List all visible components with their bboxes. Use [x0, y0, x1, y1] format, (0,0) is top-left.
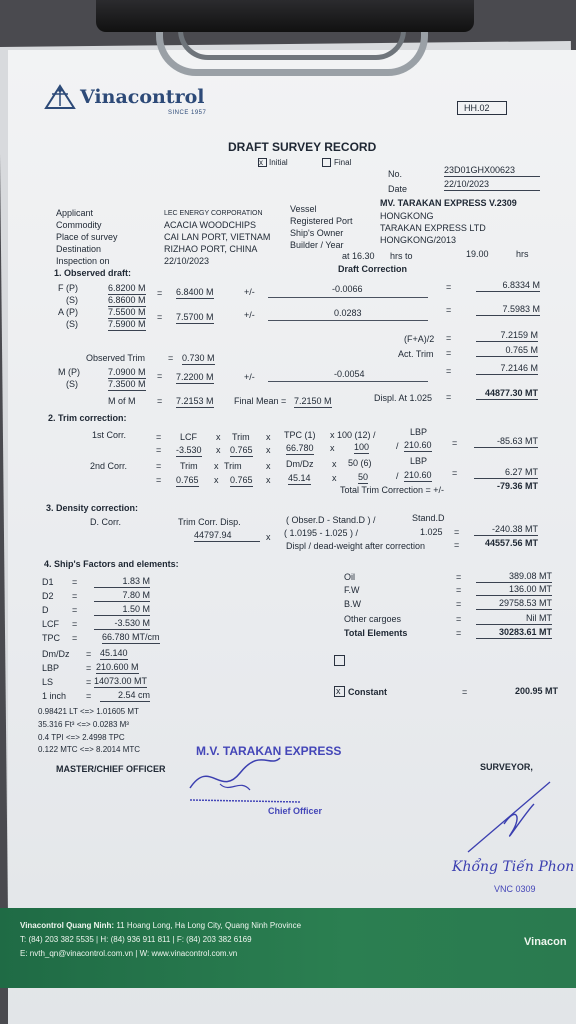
ship-stamp: M.V. TARAKAN EXPRESS: [196, 744, 342, 758]
surveyor-label: SURVEYOR,: [480, 762, 533, 772]
conversion-ft3: 35.316 Ft³ <=> 0.0283 M³: [38, 720, 129, 729]
element-bw-label: B.W: [344, 599, 361, 609]
chief-officer-stamp: Chief Officer: [268, 806, 323, 816]
commodity-value: ACACIA WOODCHIPS: [164, 220, 257, 230]
section-density: 3. Density correction:: [46, 503, 139, 513]
factor-d1-value: 1.83 M: [94, 576, 150, 588]
fs-label: (S): [66, 295, 78, 305]
date-value: 22/10/2023: [444, 179, 540, 191]
mom-label: M of M: [108, 396, 136, 406]
stand-d-value: 1.025: [420, 527, 443, 537]
hrs-to: hrs to: [390, 251, 413, 261]
act-trim-label: Act. Trim: [398, 349, 434, 359]
h-trim: Trim: [232, 432, 250, 442]
final-mean-label: Final Mean =: [234, 396, 287, 406]
first-corr-value: -85.63 MT: [474, 436, 538, 448]
element-fw-value: 136.00 MT: [476, 584, 552, 596]
obs-trim-value: 0.730 M: [182, 353, 215, 363]
aft-result: 7.5983 M: [476, 304, 540, 316]
section-trim: 2. Trim correction:: [48, 413, 127, 423]
date-label: Date: [388, 184, 408, 194]
factor-inch-value: 2.54 cm: [100, 690, 150, 702]
r2-trim: 0.765: [176, 475, 199, 485]
factor-d2-label: D2: [42, 591, 54, 601]
density-corr-label: D. Corr.: [90, 517, 122, 527]
as-label: (S): [66, 319, 78, 329]
builder-value: HONGKONG/2013: [380, 235, 457, 245]
ms-label: (S): [66, 379, 78, 389]
total-trim-label: Total Trim Correction = +/-: [340, 485, 445, 495]
owner-value: TARAKAN EXPRESS LTD: [380, 223, 486, 233]
factor-ls-value: 14073.00 MT: [94, 676, 148, 686]
element-total-label: Total Elements: [344, 628, 408, 638]
brand-name: Vinacontrol: [80, 86, 205, 108]
footer-brand: Vinacon: [524, 936, 567, 948]
obs-trim-label: Observed Trim: [86, 353, 146, 363]
form-code: HH.02: [464, 103, 490, 113]
place-value: CAI LAN PORT, VIETNAM: [164, 232, 271, 242]
r2-dmdz: 45.14: [288, 473, 311, 483]
owner-label: Ship's Owner: [290, 228, 344, 238]
factor-d2-value: 7.80 M: [94, 590, 150, 602]
mom-value: 7.2153 M: [176, 396, 214, 406]
factor-lbp-label: LBP: [42, 663, 60, 673]
inspection-label: Inspection on: [56, 256, 110, 266]
second-corr-value: 6.27 MT: [474, 467, 538, 479]
ms-value: 7.3500 M: [108, 379, 146, 389]
final-label: Final: [334, 158, 352, 167]
after-corr-label: Displ / dead-weight after correction: [286, 541, 426, 551]
mp-label: M (P): [58, 367, 80, 377]
h-tpc: TPC (1): [284, 430, 316, 440]
first-corr-label: 1st Corr.: [92, 430, 127, 440]
hrs-label: hrs: [516, 249, 529, 259]
master-label: MASTER/CHIEF OFFICER: [56, 764, 166, 774]
displ-value: 44877.30 MT: [476, 388, 538, 400]
commodity-label: Commodity: [56, 220, 102, 230]
footer-web: E: nvth_qn@vinacontrol.com.vn | W: www.vinacontrol.com.vn: [20, 949, 238, 958]
act-trim-value: 0.765 M: [476, 345, 538, 357]
fp-value: 6.8200 M: [108, 283, 146, 293]
scales-logo-icon: [44, 84, 76, 110]
blank-checkbox[interactable]: [334, 655, 345, 666]
fs-value: 6.8600 M: [108, 295, 146, 305]
h-lbp: LBP: [410, 427, 428, 437]
factor-lbp-value: 210.600 M: [96, 662, 139, 672]
aft-pm: +/-: [244, 310, 255, 320]
registered-port-label: Registered Port: [290, 216, 353, 226]
builder-label: Builder / Year: [290, 240, 344, 250]
conversion-lt: 0.98421 LT <=> 1.01605 MT: [38, 707, 139, 716]
section-observed: 1. Observed draft:: [54, 268, 132, 278]
registered-port-value: HONGKONG: [380, 211, 434, 221]
fwd-correction: -0.0066: [332, 284, 363, 294]
footer-phones: T: (84) 203 382 5535 | H: (84) 936 911 811 | F: (84) 203 382 6169: [20, 935, 252, 944]
fwd-pm: +/-: [244, 287, 255, 297]
fwd-result: 6.8334 M: [476, 280, 540, 292]
fp-label: F (P): [58, 283, 78, 293]
applicant-value: LEC ENERGY CORPORATION: [164, 210, 263, 217]
r2-lbp: 210.60: [404, 470, 432, 480]
time-at: at 16.30: [342, 251, 375, 261]
r1-100: 100: [354, 442, 370, 452]
ap-label: A (P): [58, 307, 79, 317]
element-other-label: Other cargoes: [344, 614, 402, 624]
r1-lbp: 210.60: [404, 440, 432, 450]
factor-ls-label: LS: [42, 677, 54, 687]
mid-pm: +/-: [244, 372, 255, 382]
initial-label: Initial: [269, 158, 288, 167]
density-formula-header: ( Obser.D - Stand.D ) /: [286, 515, 376, 525]
displ-label: Displ. At 1.025: [374, 393, 433, 403]
factor-inch-label: 1 inch: [42, 691, 67, 701]
brand-since: SINCE 1957: [168, 110, 207, 116]
no-value: 23D01GHX00623: [444, 165, 540, 177]
footer-company: Vinacontrol Quang Ninh:: [20, 921, 115, 930]
conversion-mtc: 0.122 MTC <=> 8.2014 MTC: [38, 745, 141, 754]
after-corr-value: 44557.56 MT: [484, 538, 538, 548]
place-label: Place of survey: [56, 232, 118, 242]
r1-lcf: -3.530: [176, 445, 202, 455]
factor-dmdz-label: Dm/Dz: [42, 649, 70, 659]
mp-value: 7.0900 M: [108, 367, 146, 377]
footer-address: 11 Hoang Long, Ha Long City, Quang Ninh Province: [116, 921, 302, 930]
constant-value: 200.95 MT: [514, 686, 558, 696]
density-formula-values: ( 1.0195 - 1.025 ) /: [284, 528, 359, 538]
factor-tpc-value: 66.780 MT/cm: [102, 632, 160, 642]
vessel-value: MV. TARAKAN EXPRESS V.2309: [380, 198, 517, 208]
h-100: x 100 (12) /: [330, 430, 376, 440]
element-bw-value: 29758.53 MT: [476, 598, 552, 610]
draft-correction-header: Draft Correction: [338, 264, 408, 274]
aft-correction: 0.0283: [334, 308, 362, 318]
surveyor-name: Khổng Tiến Phon: [452, 859, 575, 875]
surveyor-code: VNC 0309: [494, 884, 536, 894]
factor-d-value: 1.50 M: [94, 604, 150, 616]
element-fw-label: F.W: [344, 585, 360, 595]
r1-tpc: 66.780: [286, 443, 314, 453]
aft-mean: 7.5700 M: [176, 312, 214, 322]
footer-bar: [0, 908, 576, 988]
trim-corr-disp-value: 44797.94: [194, 530, 260, 542]
vessel-label: Vessel: [290, 204, 317, 214]
second-corr-label: 2nd Corr.: [90, 461, 128, 471]
surveyor-signature-icon: [464, 776, 554, 856]
density-corr-value: -240.38 MT: [474, 524, 538, 536]
fa2-label: (F+A)/2: [404, 334, 435, 344]
no-label: No.: [388, 169, 403, 179]
factor-lcf-value: -3.530 M: [94, 618, 150, 630]
fwd-mean: 6.8400 M: [176, 287, 214, 297]
clipboard-clip: [96, 0, 474, 32]
mid-result: 7.2146 M: [476, 363, 538, 375]
time-to: 19.00: [466, 249, 489, 259]
element-oil-value: 389.08 MT: [476, 571, 552, 583]
element-other-value: Nil MT: [476, 613, 552, 625]
vinacontrol-logo: [44, 84, 76, 115]
constant-label: Constant: [348, 687, 387, 697]
master-signature-icon: [180, 748, 300, 808]
final-checkbox[interactable]: [322, 158, 331, 167]
factor-lcf-label: LCF: [42, 619, 60, 629]
fa2-value: 7.2159 M: [476, 330, 538, 342]
destination-value: RIZHAO PORT, CHINA: [164, 244, 258, 254]
inspection-value: 22/10/2023: [164, 256, 210, 266]
r1-trim: 0.765: [230, 445, 253, 455]
total-trim-value: -79.36 MT: [496, 481, 538, 491]
r2-trim-b: 0.765: [230, 475, 253, 485]
mid-correction: -0.0054: [334, 369, 365, 379]
r2-50: 50: [358, 472, 369, 482]
constant-check-mark: x: [336, 686, 341, 696]
section-factors: 4. Ship's Factors and elements:: [44, 559, 179, 569]
page-title: DRAFT SURVEY RECORD: [228, 140, 377, 154]
as-value: 7.5900 M: [108, 319, 146, 329]
stand-d-label: Stand.D: [412, 513, 445, 523]
trim-corr-disp-label: Trim Corr. Disp.: [178, 517, 241, 527]
element-oil-label: Oil: [344, 572, 355, 582]
destination-label: Destination: [56, 244, 102, 254]
ap-value: 7.5500 M: [108, 307, 146, 317]
final-mean-value: 7.2150 M: [294, 396, 332, 406]
factor-dmdz-value: 45.140: [100, 648, 128, 658]
conversion-tpi: 0.4 TPI <=> 2.4998 TPC: [38, 733, 125, 742]
element-total-value: 30283.61 MT: [476, 627, 552, 639]
factor-d1-label: D1: [42, 577, 54, 587]
factor-d-label: D: [42, 605, 49, 615]
h-lcf: LCF: [180, 432, 198, 442]
factor-tpc-label: TPC: [42, 633, 60, 643]
initial-check-mark: x: [259, 158, 263, 167]
applicant-label: Applicant: [56, 208, 94, 218]
mid-mean: 7.2200 M: [176, 372, 214, 382]
